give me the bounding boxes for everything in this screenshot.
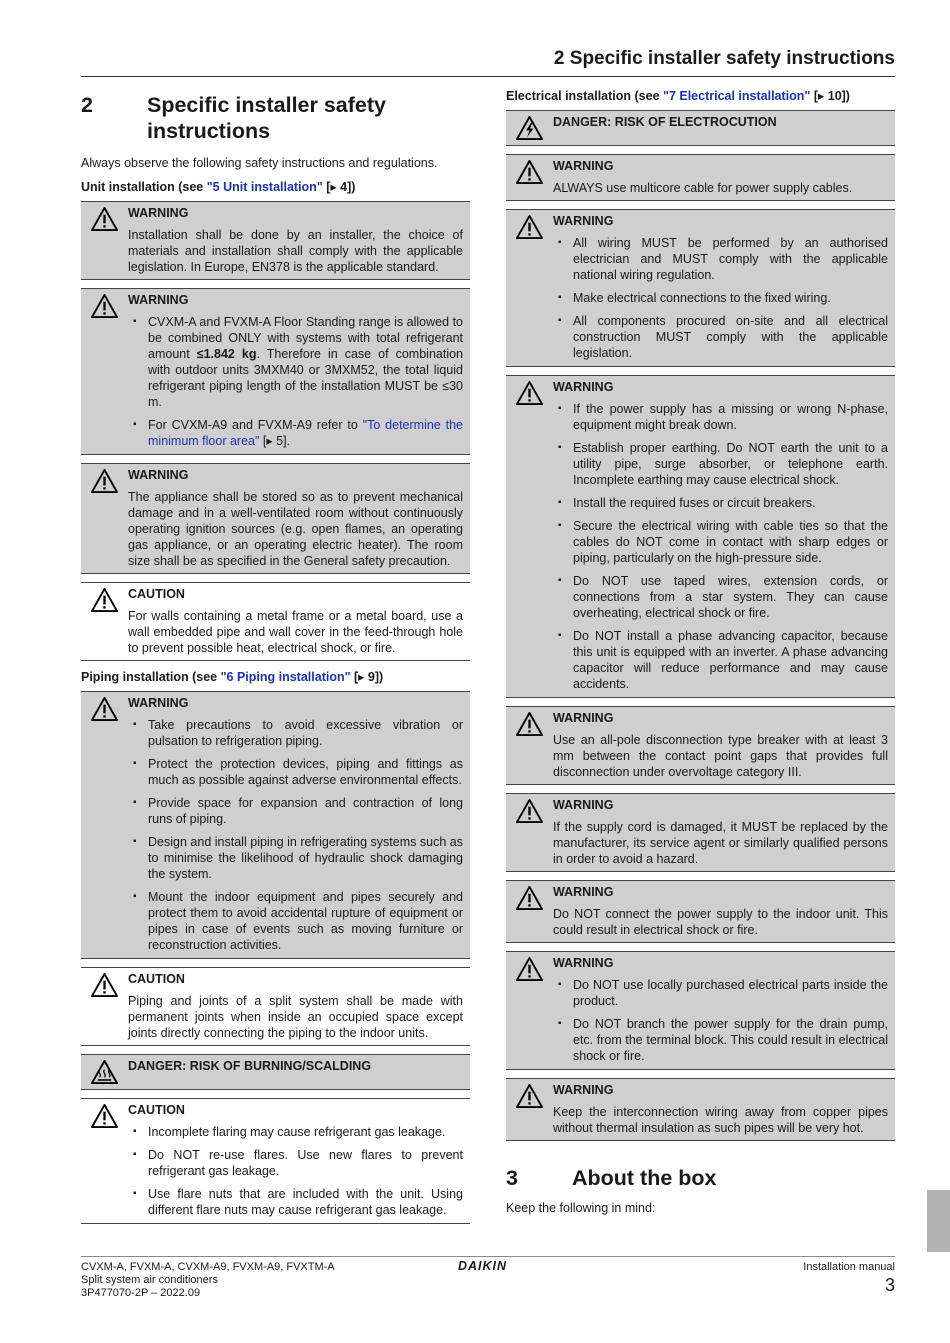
warning-box [81,463,470,574]
warning-triangle-icon [90,206,119,232]
page-number: 3 [884,1275,895,1295]
warning-box [81,288,470,455]
footer-manual: Installation manual [803,1261,895,1273]
hot-surface-icon [90,1059,119,1085]
warning-triangle-icon [515,159,544,185]
warning-box [506,951,895,1070]
box-title: WARNING [553,214,614,228]
list-item: ▪ Do NOT install a phase advancing capacitor, because this unit is equipped with an inverter. A phase advancing capacitor will reduce performance and may cause accidents. [553,628,888,692]
warning-box [81,691,470,959]
box-title: WARNING [553,380,614,394]
list-item: ▪ Design and install piping in refrigerating systems such as to minimise the likelihood of hydraulic shock damaging the system. [128,834,463,882]
section-number: 2 [81,93,93,117]
electrocution-icon [515,115,544,141]
section-number: 3 [506,1166,518,1190]
list-item: ▪ All components procured on-site and all electrical construction MUST comply with the applicable legislation. [553,313,888,361]
keep-in-mind-text: Keep the following in mind: [506,1201,656,1215]
warning-box [506,375,895,698]
box-title: WARNING [128,696,189,710]
box-title: WARNING [553,159,614,173]
min-floor-area-link[interactable]: "To determine the minimum floor area" [148,418,464,448]
unit-installation-subhead: Unit installation (see "5 Unit installation" [▸ 4]) [81,180,356,194]
box-text: If the supply cord is damaged, it MUST be replaced by the manufacturer, its service agent or similarly qualified persons in order to avoid a hazard. [553,820,888,866]
warning-triangle-icon [515,956,544,982]
electrical-installation-subhead: Electrical installation (see "7 Electrical installation" [▸ 10]) [506,89,850,103]
list-item: ▪ Do NOT use locally purchased electrical parts inside the product. [553,977,888,1009]
box-title: CAUTION [128,972,185,986]
electrical-installation-link[interactable]: "7 Electrical installation" [663,89,811,103]
box-title: WARNING [128,206,189,220]
page-arrow-icon: ▸ [330,180,337,194]
list-item: ▪ Secure the electrical wiring with cable ties so that the cables do NOT come in contact with sharp edges or piping, particularly on the high-pressure side. [553,518,888,566]
box-text: Use an all-pole disconnection type breaker with at least 3 mm between the contact point gaps that provides full disconnection under overvoltage category III. [553,733,888,779]
caution-box [81,967,470,1046]
list-item: ▪ Mount the indoor equipment and pipes securely and protect them to avoid accidental rupture of equipment or pipes in case of events such as moving furniture or reconstruction activities. [128,889,463,953]
box-title: WARNING [128,293,189,307]
brand-logo: DAIKIN [458,1259,508,1273]
box-title: DANGER: RISK OF BURNING/SCALDING [128,1059,372,1073]
warning-triangle-icon [515,1083,544,1109]
right-column [506,88,895,1215]
caution-box [81,1098,470,1224]
list-item: ▪ Provide space for expansion and contraction of long runs of piping. [128,795,463,827]
unit-installation-link[interactable]: "5 Unit installation" [206,180,323,194]
left-column [81,88,470,1232]
section-title: Specific installer safety instructions [147,93,386,143]
footer-rule [81,1256,895,1257]
page-edge-tab [927,1190,950,1252]
box-title: DANGER: RISK OF ELECTROCUTION [553,115,777,129]
box-text: ALWAYS use multicore cable for power supply cables. [553,181,853,195]
list-item: ▪ Incomplete flaring may cause refrigerant gas leakage. [128,1124,463,1140]
box-text: Piping and joints of a split system shall be made with permanent joints when inside an occupied space except joints directly connecting the piping to the indoor units. [128,994,463,1040]
list-item: ▪ Establish proper earthing. Do NOT earth the unit to a utility pipe, surge absorber, or telephone earth. Incomplete earthing may cause electrical shock. [553,440,888,488]
section-2-heading [81,92,470,144]
danger-box [506,110,895,146]
box-title: WARNING [128,468,189,482]
section-title: About the box [572,1166,717,1190]
list-item: ▪ Do NOT use taped wires, extension cords, or connections from a star system. They can cause overheating, electrical shock or fire. [553,573,888,621]
box-title: WARNING [553,1083,614,1097]
list-item: ▪ If the power supply has a missing or wrong N-phase, equipment might break down. [553,401,888,433]
box-title: WARNING [553,885,614,899]
danger-box [81,1054,470,1090]
list-item: ▪ Install the required fuses or circuit breakers. [553,495,888,511]
list-item: ▪ Make electrical connections to the fixed wiring. [553,290,888,306]
warning-triangle-icon [515,380,544,406]
box-text: Do NOT connect the power supply to the indoor unit. This could result in electrical shock or fire. [553,907,888,937]
list-item: ▪ All wiring MUST be performed by an authorised electrician and MUST comply with the applicable national wiring regulation. [553,235,888,283]
box-title: WARNING [553,711,614,725]
box-text: Keep the interconnection wiring away from copper pipes without thermal insulation as such pipes will be very hot. [553,1105,888,1135]
box-title: CAUTION [128,587,185,601]
warning-box [81,201,470,280]
list-item: ▪ For CVXM-A9 and FVXM-A9 refer to "To determine the minimum floor area" [▸ 5]. [128,417,463,449]
warning-triangle-icon [90,587,119,613]
running-header: 2 Specific installer safety instructions [553,48,895,69]
warning-box [506,706,895,785]
page-arrow-icon: ▸ [358,670,365,684]
footer-product: Split system air conditioners [81,1274,218,1286]
list-item: ▪ Take precautions to avoid excessive vibration or pulsation to refrigeration piping. [128,717,463,749]
warning-triangle-icon [90,972,119,998]
warning-triangle-icon [515,214,544,240]
page-arrow-icon: ▸ [817,89,825,103]
list-item: ▪ Do NOT re-use flares. Use new flares to prevent refrigerant gas leakage. [128,1147,463,1179]
list-item: ▪ Use flare nuts that are included with the unit. Using different flare nuts may cause refrigerant gas leakage. [128,1186,463,1218]
list-item: ▪ Do NOT branch the power supply for the drain pump, etc. from the terminal block. This could result in electrical shock or fire. [553,1016,888,1064]
box-text: For walls containing a metal frame or a metal board, use a wall embedded pipe and wall cover in the feed-through hole to prevent possible heat, electrical shock, or fire. [128,609,463,655]
warning-triangle-icon [515,711,544,737]
footer-right [803,1261,895,1296]
box-title: WARNING [553,956,614,970]
warning-triangle-icon [90,468,119,494]
warning-triangle-icon [515,798,544,824]
list-item: ▪ Protect the protection devices, piping and fittings as much as possible against adverse environmental effects. [128,756,463,788]
warning-box [506,880,895,943]
footer-models: CVXM-A, FVXM-A, CVXM-A9, FVXM-A9, FVXTM-A [81,1261,335,1273]
warning-triangle-icon [90,293,119,319]
intro-text: Always observe the following safety instructions and regulations. [81,156,438,170]
section-3-heading [506,1165,895,1191]
box-title: CAUTION [128,1103,185,1117]
header-rule [81,76,895,77]
warning-box [506,793,895,872]
warning-triangle-icon [90,696,119,722]
warning-box [506,154,895,201]
warning-box [506,1078,895,1141]
caution-box [81,582,470,661]
box-title: WARNING [553,798,614,812]
footer-left [81,1261,335,1300]
list-item: ▪ CVXM-A and FVXM-A Floor Standing range is allowed to be combined ONLY with systems with total refrigerant amount ≤1.842 kg. Therefore in case of combination with outdoor units 3MXM40 or 3MXM52, the total liquid refrigerant piping length of the installation MUST be ≤30 m. [128,314,463,410]
footer-docnum: 3P477070-2P – 2022.09 [81,1287,201,1299]
piping-installation-subhead: Piping installation (see "6 Piping installation" [▸ 9]) [81,670,384,684]
piping-installation-link[interactable]: "6 Piping installation" [220,670,351,684]
box-text: The appliance shall be stored so as to prevent mechanical damage and in a well-ventilated room without continuously operating ignition sources (e.g. open flames, an operating gas appliance, or an operating electric heater). The room size shall be as specified in the General safety precaution. [128,490,463,568]
warning-box [506,209,895,367]
warning-triangle-icon [515,885,544,911]
warning-triangle-icon [90,1103,119,1129]
box-text: Installation shall be done by an installer, the choice of materials and installation shall comply with the applicable legislation. In Europe, EN378 is the applicable standard. [128,228,463,274]
